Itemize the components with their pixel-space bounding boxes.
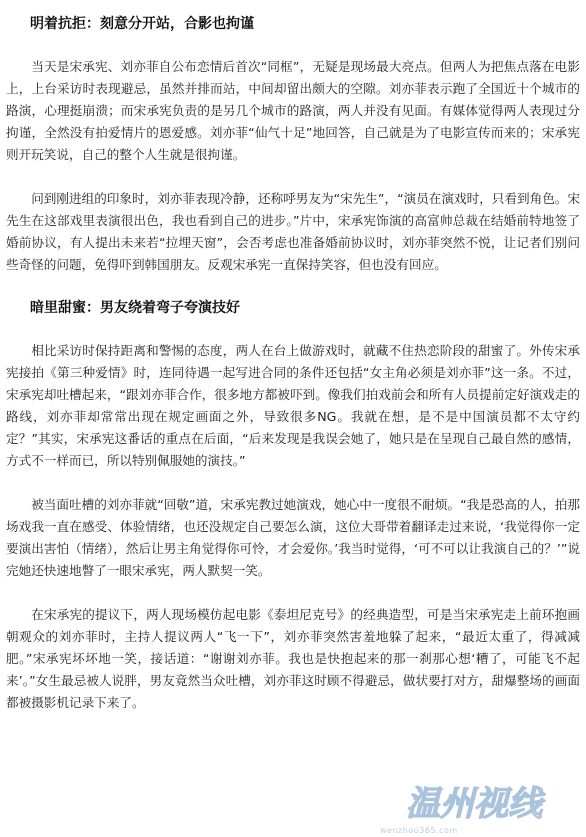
- section-heading: 明着抗拒：刻意分开站，合影也拘谨: [30, 16, 254, 32]
- spacer: [6, 582, 580, 604]
- watermark-logo-text: 温州视线: [406, 784, 542, 823]
- paragraph: 当天是宋承宪、刘亦菲自公布恋情后首次“同框”，无疑是现场最大亮点。但两人为把焦点落在电影上，上台采访时表现避忌，虽然并排而站，中间却留出颇大的空隙。刘亦菲表示跑了全国近十个城市的路演，心理挺崩溃；而宋承宪负责的是另几个城市的路演，两人并没有见面。有媒体觉得两人表现过分拘谨，全然没有拍爱情片的恩爱感。刘亦菲“仙气十足”地回答，自己就是为了电影宣传而来的；宋承宪则开玩笑说，自己的整个人生就是很拘谨。: [6, 59, 580, 162]
- paragraph: 问到刚进组的印象时，刘亦菲表现冷静，还称呼男友为“宋先生”，“演员在演戏时，只看到角色。宋先生在这部戏里表演很出色，我也看到自己的进步。”片中，宋承宪饰演的高富帅总裁在结婚前特地签了婚前协议，有人提出未来若“拉埋天窗”，会否考虑也准备婚前协议时，刘亦菲突然不悦，让记者们别问些奇怪的问题，免得吓到韩国朋友。反观宋承宪一直保持笑容，但也没有回应。: [6, 191, 580, 272]
- paragraph: 相比采访时保持距离和警惕的态度，两人在台上做游戏时，就藏不住热恋阶段的甜蜜了。外传宋承宪接拍《第三种爱情》时，连同待遇一起写进合同的条件还包括“女主角必须是刘亦菲”这一条。不过，宋承宪却吐槽起来，“跟刘亦菲合作，很多地方都被吓到。像我们拍戏前会和所有人员提前定好演戏走的路线，刘亦菲却常常出现在规定画面之外，导致很多NG。我就在想，是不是中国演员都不太守约定？”其实，宋承宪这番话的重点在后面，“后来发现是我误会她了，她只是在呈现自己最自然的感情，方式不一样而已，所以特别佩服她的演技。”: [6, 343, 580, 468]
- paragraph: 被当面吐槽的刘亦菲就“回敬”道，宋承宪教过她演戏，她心中一度很不耐烦。“我是恐高的人，拍那场戏我一直在感受、体验情绪，也还没规定自己要怎么演，这位大哥带着翻译走过来说，‘我觉得你一定要演出害怕（情绪），然后让男主角觉得你可怜，才会爱你。’我当时觉得，‘可不可以让我演自己的？’”说完她还快速地瞥了一眼宋承宪，两人默契一笑。: [6, 497, 580, 578]
- spacer: [6, 318, 580, 340]
- paragraph: 在宋承宪的提议下，两人现场模仿起电影《泰坦尼克号》的经典造型，可是当宋承宪走上前环抱画朝观众的刘亦菲时，主持人提议两人“飞一下”，刘亦菲突然害羞地躲了起来，“最近太重了，得减减肥。”宋承宪坏坏地一笑，接话道：“谢谢刘亦菲。我也是快抱起来的那一刹那心想‘糟了，可能飞不起来’。”女生最忌被人说胖，男友竟然当众吐槽，刘亦菲这时顾不得避忌，做状要打对方，甜爆整场的画面都被摄影机记录下来了。: [6, 607, 580, 710]
- spacer: [6, 472, 580, 494]
- spacer: [6, 34, 580, 56]
- section-heading: 暗里甜蜜：男友绕着弯子夸演技好: [30, 300, 240, 316]
- watermark-url: wenzhou365.com: [380, 826, 458, 835]
- spacer: [6, 276, 580, 298]
- spacer: [6, 166, 580, 188]
